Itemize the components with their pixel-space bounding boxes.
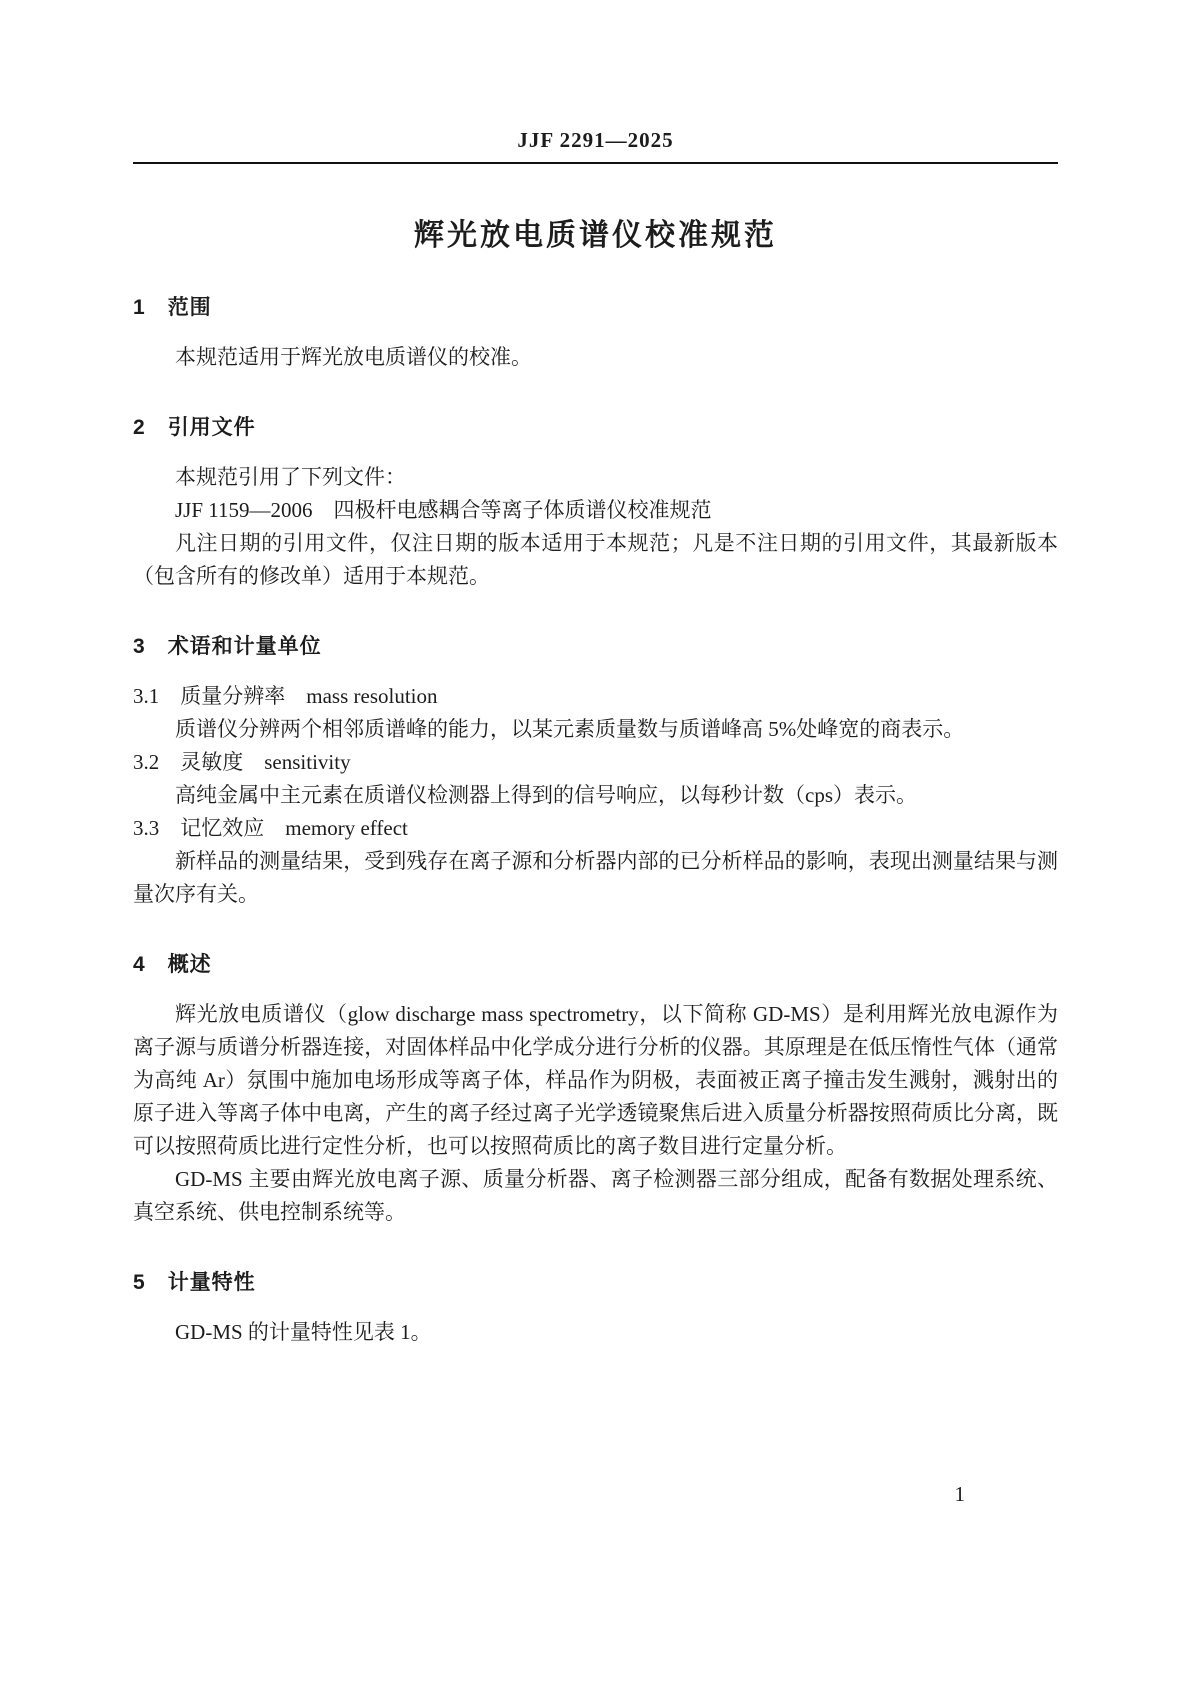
page-header [133, 0, 1058, 164]
section-number: 2 [133, 416, 146, 439]
section-title: 概述 [167, 953, 212, 976]
section-title: 计量特性 [167, 1271, 256, 1294]
section-heading [133, 414, 1058, 442]
section-number: 4 [133, 953, 146, 976]
section-terms [133, 633, 1058, 911]
section-heading [133, 633, 1058, 661]
term-heading: 3.2 灵敏度 sensitivity [133, 750, 351, 774]
section-heading [133, 1269, 1058, 1297]
term-definition: 新样品的测量结果，受到残存在离子源和分析器内部的已分析样品的影响，表现出测量结果与测量次序有关。 [133, 849, 1058, 906]
section-title: 引用文件 [167, 416, 256, 439]
paragraph: 凡注日期的引用文件，仅注日期的版本适用于本规范；凡是不注日期的引用文件，其最新版本（包含所有的修改单）适用于本规范。 [133, 531, 1058, 588]
paragraph: 辉光放电质谱仪（glow discharge mass spectrometry，以下简称 GD-MS）是利用辉光放电源作为离子源与质谱分析器连接，对固体样品中化学成分进行分析的仪器。其原理是在低压惰性气体（通常为高纯 Ar）氛围中施加电场形成等离子体，样品作为阴极，表面被正离子撞击发生溅射，溅射出的原子进入等离子体中电离，产生的离子经过离子光学透镜聚焦后进入质量分析器按照荷质比分离，既可以按照荷质比进行定性分析，也可以按照荷质比的离子数目进行定量分析。 [133, 1002, 1058, 1158]
paragraph: 本规范适用于辉光放电质谱仪的校准。 [175, 345, 532, 369]
section-number: 1 [133, 296, 146, 319]
doc-number: JJF 2291—2025 [517, 128, 674, 152]
page-number: 1 [954, 1482, 965, 1506]
section-number: 5 [133, 1271, 146, 1294]
section-references [133, 414, 1058, 593]
section-heading [133, 951, 1058, 979]
header-rule [133, 162, 1058, 164]
term-heading: 3.3 记忆效应 memory effect [133, 816, 408, 840]
section-heading [133, 294, 1058, 322]
section-number: 3 [133, 635, 146, 658]
reference-entry: JJF 1159—2006 四极杆电感耦合等离子体质谱仪校准规范 [175, 498, 712, 522]
document-title: 辉光放电质谱仪校准规范 [414, 219, 777, 252]
paragraph: GD-MS 主要由辉光放电离子源、质量分析器、离子检测器三部分组成，配备有数据处理系统、真空系统、供电控制系统等。 [133, 1167, 1058, 1224]
section-scope [133, 294, 1058, 374]
term-heading: 3.1 质量分辨率 mass resolution [133, 684, 438, 708]
term-definition: 质谱仪分辨两个相邻质谱峰的能力，以某元素质量数与质谱峰高 5%处峰宽的商表示。 [175, 717, 965, 741]
section-metrological-characteristics [133, 1269, 1058, 1349]
section-title: 范围 [167, 296, 212, 319]
paragraph: 本规范引用了下列文件： [175, 465, 406, 489]
section-overview [133, 951, 1058, 1229]
section-title: 术语和计量单位 [167, 635, 322, 658]
term-definition: 高纯金属中主元素在质谱仪检测器上得到的信号响应，以每秒计数（cps）表示。 [175, 783, 917, 807]
paragraph: GD-MS 的计量特性见表 1。 [175, 1320, 432, 1344]
